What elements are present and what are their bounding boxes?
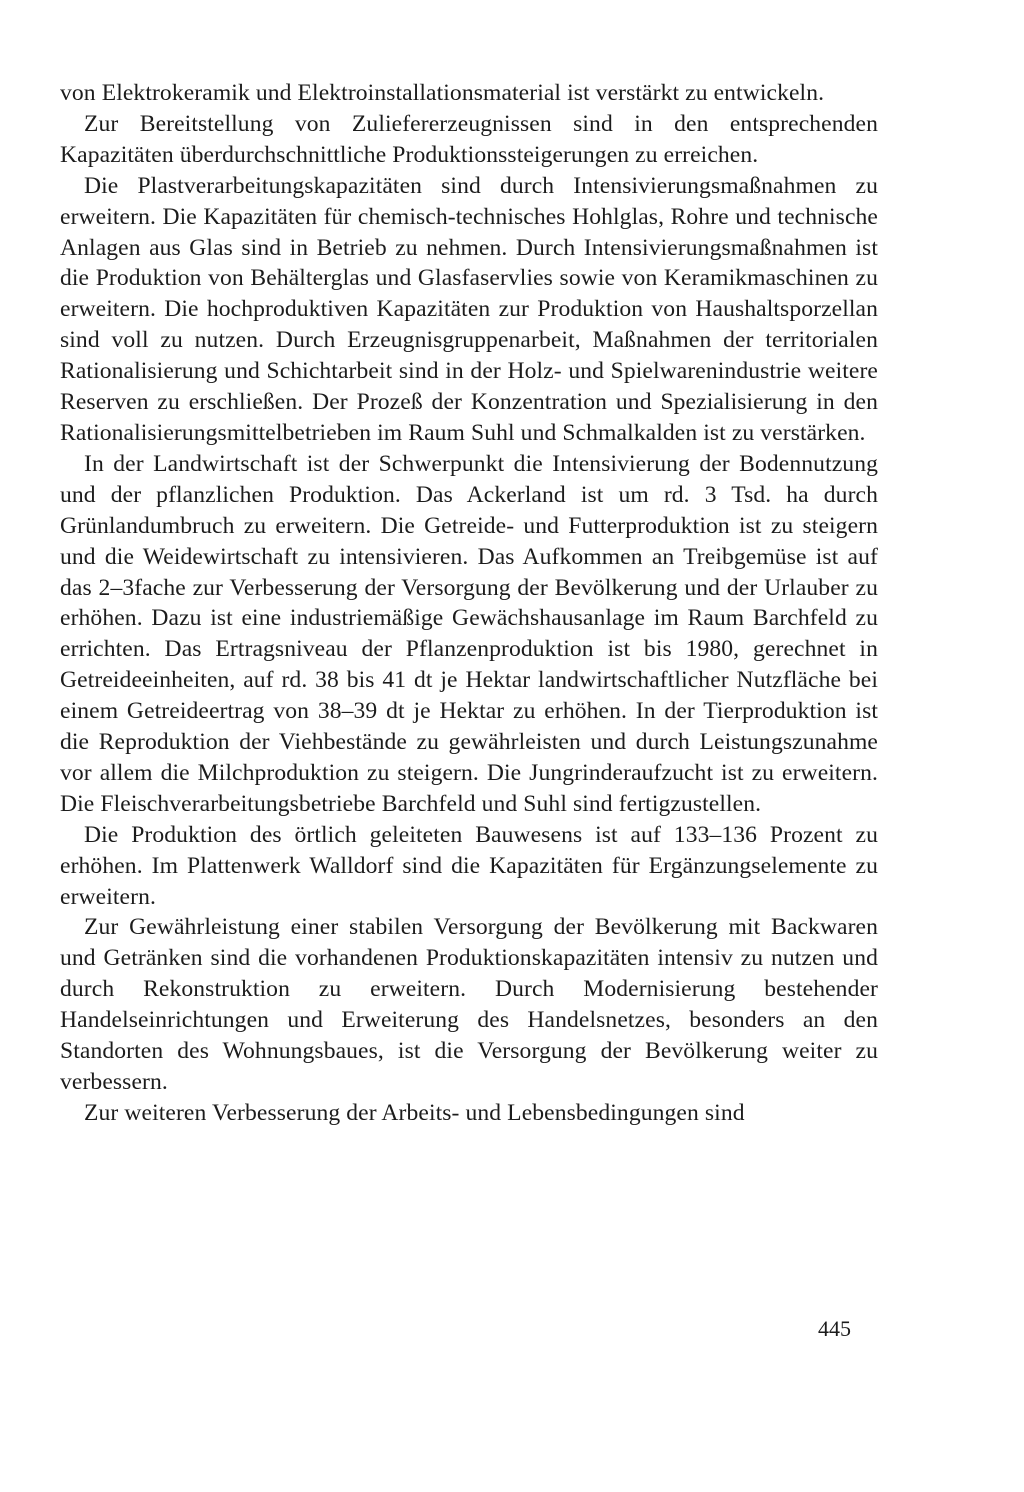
paragraph-4: In der Landwirtschaft ist der Schwerpunkt die Intensivierung der Bodennutzung und der pflanzlichen Produktion. Das Ackerland ist um rd. 3 Tsd. ha durch Grünlandumbruch zu erweitern. Die Getreide- und Futterproduktion ist zu steigern und die Weidewirtschaft zu intensivieren. Das Aufkommen an Treibgemüse ist auf das 2–3fache zur Verbesserung der Versorgung der Bevölkerung und der Urlauber zu erhöhen. Dazu ist eine industriemäßige Gewächshausanlage im Raum Barchfeld zu errichten. Das Ertragsniveau der Pflanzenproduktion ist bis 1980, gerechnet in Getreideeinheiten, auf rd. 38 bis 41 dt je Hektar landwirtschaftlicher Nutzfläche bei einem Getreideertrag von 38–39 dt je Hektar zu erhöhen. In der Tierproduktion ist die Reproduktion der Viehbestände zu gewährleisten und durch Leistungszunahme vor allem die Milchproduktion zu steigern. Die Jungrinderaufzucht ist zu erweitern. Die Fleischverarbeitungsbetriebe Barchfeld und Suhl sind fertigzustellen.	[60, 450, 878, 817]
paragraph-3: Die Plastverarbeitungskapazitäten sind durch Intensivierungsmaßnahmen zu erweitern. Die Kapazitäten für chemisch-technisches Hohlglas, Rohre und technische Anlagen aus Glas sind in Betrieb zu nehmen. Durch Intensivierungsmaßnahmen ist die Produktion von Behälterglas und Glasfaservlies sowie von Keramikmaschinen zu erweitern. Die hochproduktiven Kapazitäten zur Produktion von Haushaltsporzellan sind voll zu nutzen. Durch Erzeugnisgruppenarbeit, Maßnahmen der territorialen Rationalisierung und Schichtarbeit sind in der Holz- und Spielwarenindustrie weitere Reserven zu erschließen. Der Prozeß der Konzentration und Spezialisierung in den Rationalisierungsmittelbetrieben im Raum Suhl und Schmalkalden ist zu verstärken.	[60, 172, 878, 446]
paragraph-7: Zur weiteren Verbesserung der Arbeits- und Lebensbedingungen sind	[84, 1099, 745, 1126]
page-number: 445	[818, 1316, 851, 1341]
paragraph-1: von Elektrokeramik und Elektroinstallationsmaterial ist verstärkt zu entwickeln.	[60, 80, 825, 106]
paragraph-6: Zur Gewährleistung einer stabilen Versorgung der Bevölkerung mit Backwaren und Getränken sind die vorhandenen Produktionskapazitäten intensiv zu nutzen und durch Rekonstruktion zu erweitern. Durch Modernisierung bestehender Handelseinrichtungen und Erweiterung des Handelsnetzes, besonders an den Standorten des Wohnungsbaues, ist die Versorgung der Bevölkerung weiter zu verbessern.	[60, 914, 878, 1095]
paragraph-2: Zur Bereitstellung von Zuliefererzeugnissen sind in den entsprechenden Kapazitäten überdurchschnittliche Produktionssteigerungen zu erreichen.	[60, 110, 878, 168]
paragraph-5: Die Produktion des örtlich geleiteten Bauwesens ist auf 133–136 Prozent zu erhöhen. Im Plattenwerk Walldorf sind die Kapazitäten für Ergänzungselemente zu erweitern.	[60, 821, 878, 910]
page-body	[60, 78, 878, 1129]
